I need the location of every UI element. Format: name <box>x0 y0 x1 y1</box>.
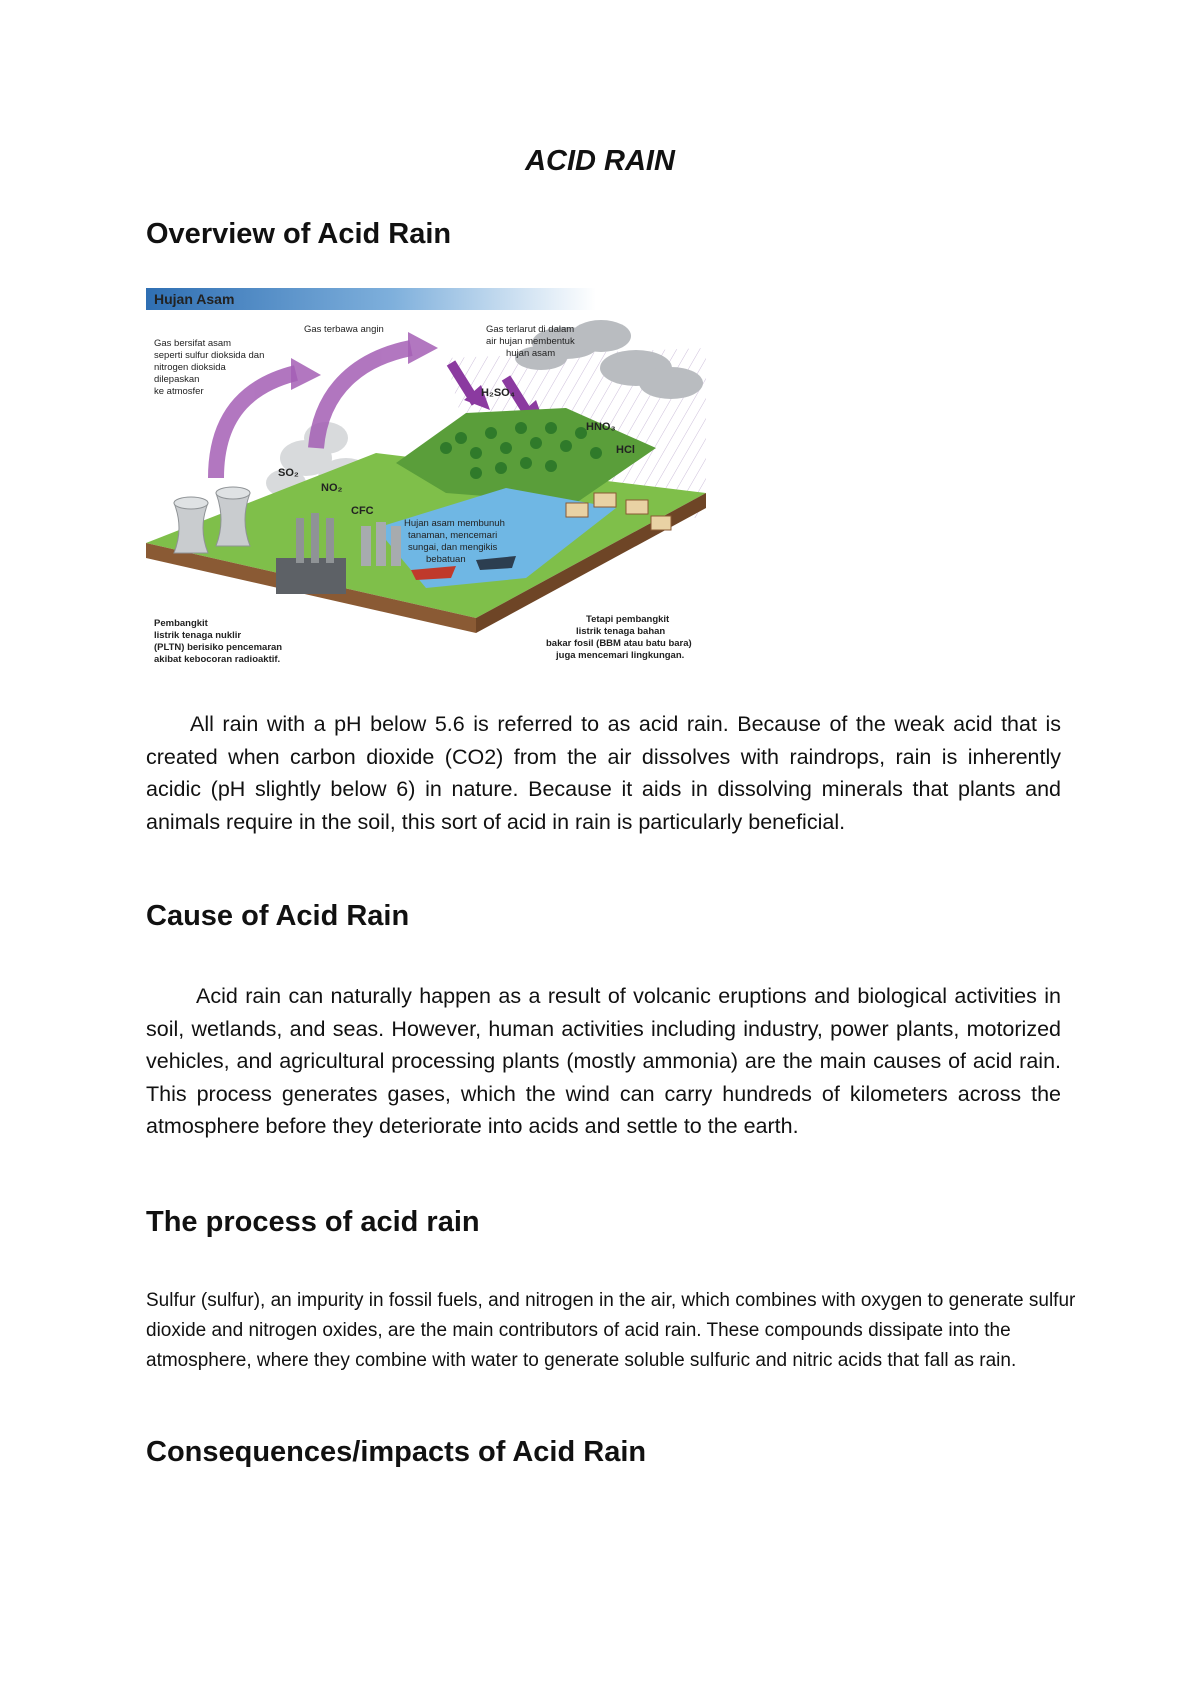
svg-text:listrik tenaga bahan: listrik tenaga bahan <box>576 626 666 637</box>
svg-text:bakar fosil (BBM atau batu bar: bakar fosil (BBM atau batu bara) <box>546 638 692 649</box>
svg-text:Tetapi pembangkit: Tetapi pembangkit <box>586 614 670 625</box>
svg-text:Pembangkit: Pembangkit <box>154 618 208 629</box>
label-wind: Gas terbawa angin <box>304 324 384 335</box>
svg-text:(PLTN) berisiko pencemaran: (PLTN) berisiko pencemaran <box>154 642 283 653</box>
svg-text:Gas bersifat asam: Gas bersifat asam <box>154 338 232 349</box>
svg-text:tanaman, mencemari: tanaman, mencemari <box>408 530 498 541</box>
svg-text:air hujan membentuk: air hujan membentuk <box>486 336 575 347</box>
chem-hcl: HCl <box>616 444 635 456</box>
section-heading-cause: Cause of Acid Rain <box>146 900 410 932</box>
chem-h2so4: H₂SO₄ <box>481 387 515 399</box>
chem-no2: NO₂ <box>321 482 343 494</box>
svg-text:bebatuan: bebatuan <box>426 554 466 565</box>
svg-text:akibat kebocoran radioaktif.: akibat kebocoran radioaktif. <box>154 654 281 665</box>
label-nuclear <box>154 618 282 665</box>
section-heading-consequences: Consequences/impacts of Acid Rain <box>146 1436 647 1468</box>
section-paragraph-overview: All rain with a pH below 5.6 is referred to as acid rain. Because of the weak acid that is created when carbon dioxide (CO2) from the air dissolves with raindrops, rain is inherently acidic (pH slightly below 6) in nature. Because it aids in dissolving minerals that plants and animals require in the soil, this sort of acid in rain is particularly beneficial. <box>146 712 1061 834</box>
svg-text:nitrogen dioksida: nitrogen dioksida <box>154 362 226 373</box>
section-heading-process: The process of acid rain <box>146 1206 480 1238</box>
chem-so2: SO₂ <box>278 467 299 479</box>
chem-hno3: HNO₃ <box>586 421 616 433</box>
svg-text:dilepaskan: dilepaskan <box>154 374 200 385</box>
svg-text:sungai, dan mengikis: sungai, dan mengikis <box>408 542 498 553</box>
svg-text:Gas terlarut di dalam: Gas terlarut di dalam <box>486 324 575 335</box>
label-fossil <box>546 614 692 661</box>
section-paragraph-process: Sulfur (sulfur), an impurity in fossil fuels, and nitrogen in the air, which combines with oxygen to generate sulfur dioxide and nitrogen oxides, are the main contributors of acid rain. These compounds dissipate into the atmosphere, where they combine with water to generate soluble sulfuric and nitric acids that fall as rain. <box>146 1290 1076 1371</box>
svg-text:juga mencemari lingkungan.: juga mencemari lingkungan. <box>556 650 685 661</box>
svg-text:hujan asam: hujan asam <box>506 348 556 359</box>
svg-text:ke atmosfer: ke atmosfer <box>154 386 204 397</box>
section-paragraph-cause: Acid rain can naturally happen as a result of volcanic eruptions and biological activities in soil, wetlands, and seas. However, human activities including industry, power plants, motorized vehicles, and agricultural processing plants (mostly ammonia) are the main causes of acid rain. This process generates gases, which the wind can carry hundreds of kilometers across the atmosphere before they deteriorate into acids and settle to the earth. <box>146 984 1061 1138</box>
document-title: ACID RAIN <box>525 145 675 177</box>
svg-text:Hujan asam membunuh: Hujan asam membunuh <box>404 518 505 529</box>
svg-text:seperti sulfur dioksida dan: seperti sulfur dioksida dan <box>154 350 265 361</box>
figure-header-text: Hujan Asam <box>154 291 235 307</box>
acid-rain-figure <box>146 288 716 670</box>
section-heading-overview: Overview of Acid Rain <box>146 218 452 250</box>
svg-text:listrik tenaga nuklir: listrik tenaga nuklir <box>154 630 242 641</box>
chem-cfc: CFC <box>351 505 374 517</box>
